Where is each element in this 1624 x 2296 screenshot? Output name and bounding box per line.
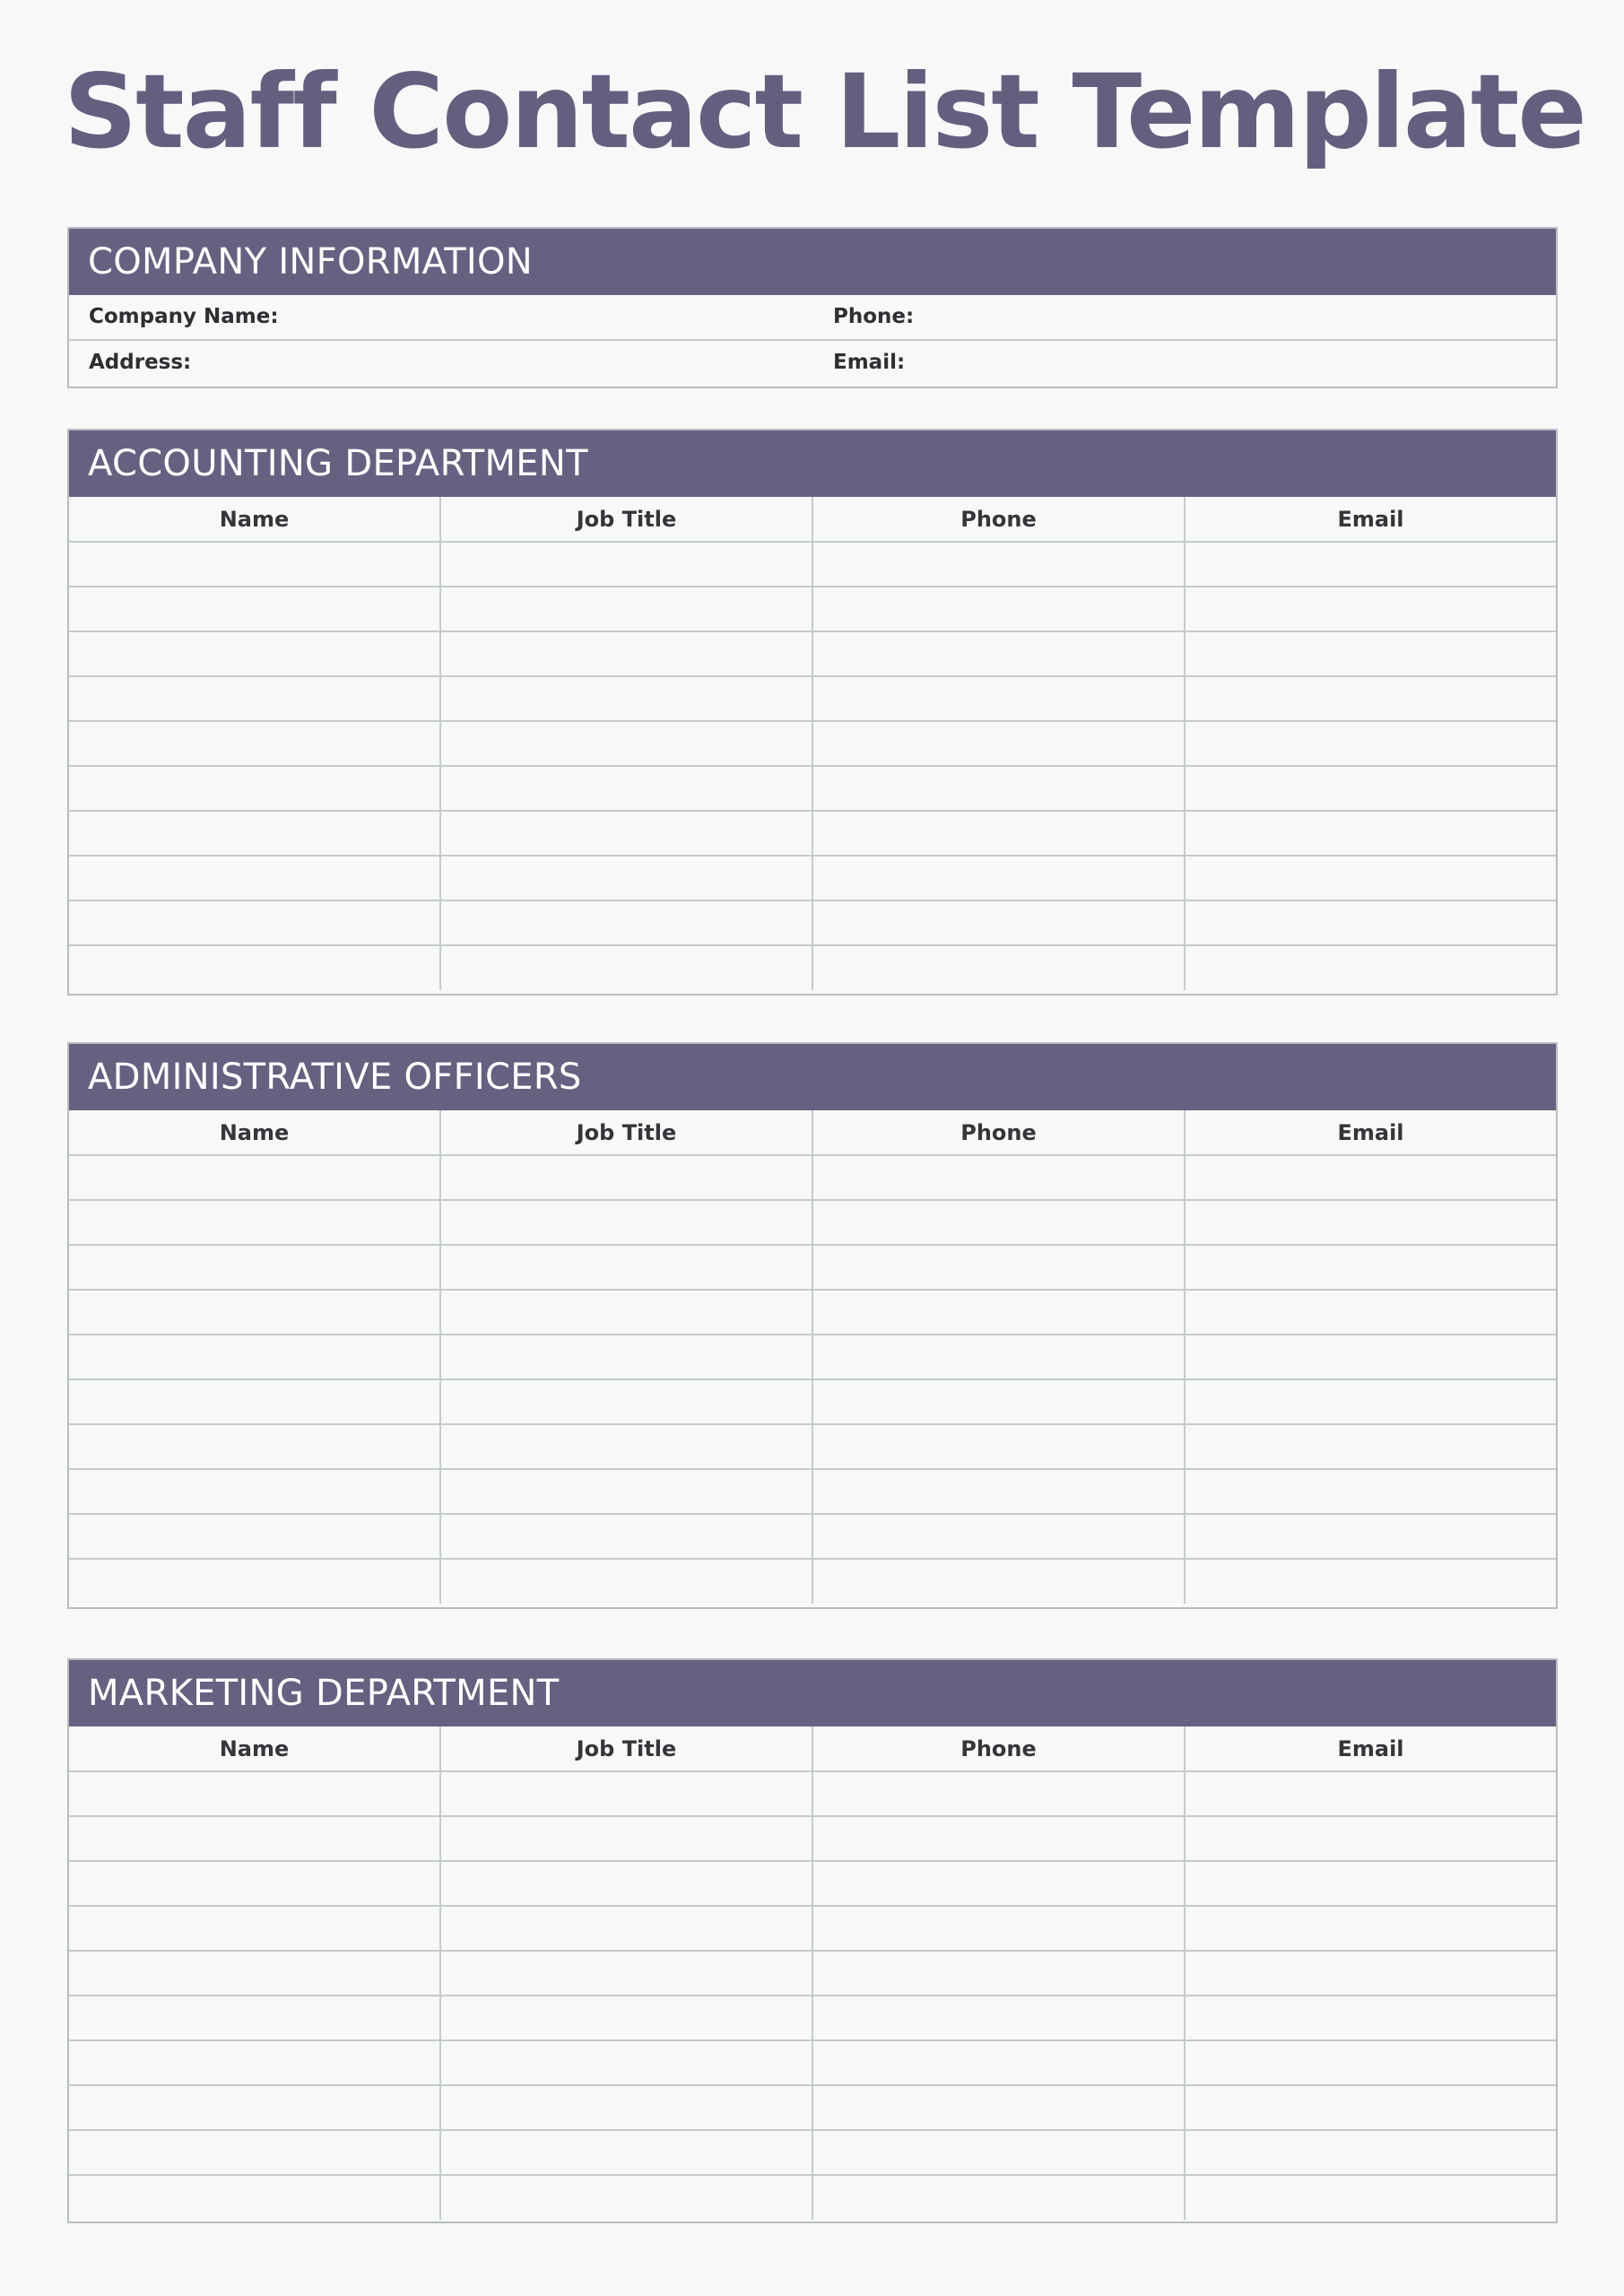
cell-phone[interactable] — [812, 2040, 1185, 2085]
cell-job-title[interactable] — [440, 1200, 812, 1245]
cell-email[interactable] — [1185, 2130, 1556, 2175]
table-row — [69, 1469, 1556, 1514]
table-row — [69, 2175, 1556, 2220]
column-header-email: Email — [1185, 1110, 1556, 1155]
cell-name[interactable] — [69, 856, 440, 900]
cell-phone[interactable] — [812, 945, 1185, 990]
info-row-address-email — [69, 339, 1556, 383]
table-row — [69, 1245, 1556, 1290]
cell-job-title[interactable] — [440, 1290, 812, 1335]
cell-job-title[interactable] — [440, 587, 812, 631]
cell-name[interactable] — [69, 900, 440, 945]
table-row — [69, 766, 1556, 811]
cell-phone[interactable] — [812, 1245, 1185, 1290]
cell-email[interactable] — [1185, 1290, 1556, 1335]
cell-job-title[interactable] — [440, 1951, 812, 1996]
administrative-officers-section — [67, 1042, 1558, 1609]
cell-email[interactable] — [1185, 1996, 1556, 2040]
cell-name[interactable] — [69, 2130, 440, 2175]
cell-email[interactable] — [1185, 1514, 1556, 1559]
contact-table — [69, 1110, 1556, 1604]
cell-job-title[interactable] — [440, 900, 812, 945]
cell-email[interactable] — [1185, 1245, 1556, 1290]
table-row — [69, 900, 1556, 945]
cell-job-title[interactable] — [440, 1379, 812, 1424]
table-row — [69, 1424, 1556, 1469]
cell-name[interactable] — [69, 1816, 440, 1861]
cell-job-title[interactable] — [440, 1906, 812, 1951]
cell-phone[interactable] — [812, 1906, 1185, 1951]
cell-name[interactable] — [69, 1951, 440, 1996]
cell-name[interactable] — [69, 1379, 440, 1424]
cell-name[interactable] — [69, 766, 440, 811]
table-row — [69, 587, 1556, 631]
cell-name[interactable] — [69, 1469, 440, 1514]
cell-job-title[interactable] — [440, 542, 812, 587]
company-name-field[interactable]: Company Name: — [89, 305, 279, 328]
contact-table — [69, 497, 1556, 990]
cell-job-title[interactable] — [440, 1155, 812, 1200]
cell-phone[interactable] — [812, 2085, 1185, 2130]
cell-email[interactable] — [1185, 1379, 1556, 1424]
cell-name[interactable] — [69, 1996, 440, 2040]
page-title: Staff Contact List Template — [64, 52, 1585, 171]
cell-email[interactable] — [1185, 1469, 1556, 1514]
cell-name[interactable] — [69, 811, 440, 856]
cell-job-title[interactable] — [440, 1424, 812, 1469]
column-header-phone: Phone — [812, 1110, 1185, 1155]
table-row — [69, 1379, 1556, 1424]
cell-email[interactable] — [1185, 676, 1556, 721]
cell-phone[interactable] — [812, 1951, 1185, 1996]
cell-job-title[interactable] — [440, 2040, 812, 2085]
cell-phone[interactable] — [812, 900, 1185, 945]
cell-name[interactable] — [69, 1861, 440, 1906]
section-heading: ACCOUNTING DEPARTMENT — [69, 430, 1556, 497]
cell-email[interactable] — [1185, 1200, 1556, 1245]
column-header-job-title: Job Title — [440, 1110, 812, 1155]
cell-name[interactable] — [69, 1771, 440, 1816]
column-header-name: Name — [219, 1119, 290, 1145]
cell-email[interactable] — [1185, 721, 1556, 766]
cell-phone[interactable] — [812, 811, 1185, 856]
cell-name[interactable] — [69, 721, 440, 766]
cell-name[interactable] — [69, 1514, 440, 1559]
table-body — [69, 1155, 1556, 1604]
cell-email[interactable] — [1185, 1424, 1556, 1469]
cell-phone[interactable] — [812, 721, 1185, 766]
cell-phone[interactable] — [812, 2130, 1185, 2175]
cell-email[interactable] — [1185, 1861, 1556, 1906]
column-header-phone: Phone — [812, 1726, 1185, 1771]
cell-phone[interactable] — [812, 1514, 1185, 1559]
table-row — [69, 1771, 1556, 1816]
table-row — [69, 1155, 1556, 1200]
cell-email[interactable] — [1185, 1816, 1556, 1861]
cell-email[interactable] — [1185, 811, 1556, 856]
cell-phone[interactable] — [812, 1469, 1185, 1514]
cell-name[interactable] — [69, 945, 440, 990]
cell-job-title[interactable] — [440, 1771, 812, 1816]
info-row-company-phone — [69, 295, 1556, 339]
table-row — [69, 856, 1556, 900]
column-header-phone: Phone — [812, 497, 1185, 542]
cell-job-title[interactable] — [440, 721, 812, 766]
table-header-row — [69, 1726, 1556, 1771]
cell-job-title[interactable] — [440, 631, 812, 676]
cell-phone[interactable] — [812, 587, 1185, 631]
cell-name[interactable] — [69, 2175, 440, 2220]
cell-job-title[interactable] — [440, 1559, 812, 1604]
email-field[interactable]: Email: — [833, 351, 906, 374]
address-field[interactable]: Address: — [89, 351, 192, 374]
table-row — [69, 631, 1556, 676]
table-row — [69, 2040, 1556, 2085]
table-row — [69, 2085, 1556, 2130]
cell-job-title[interactable] — [440, 1861, 812, 1906]
cell-job-title[interactable] — [440, 1816, 812, 1861]
table-row — [69, 945, 1556, 990]
cell-phone[interactable] — [812, 1816, 1185, 1861]
cell-phone[interactable] — [812, 542, 1185, 587]
cell-job-title[interactable] — [440, 1469, 812, 1514]
cell-name[interactable] — [69, 2085, 440, 2130]
table-row — [69, 542, 1556, 587]
table-body — [69, 1771, 1556, 2220]
cell-job-title[interactable] — [440, 766, 812, 811]
cell-phone[interactable] — [812, 1335, 1185, 1379]
cell-phone[interactable] — [812, 631, 1185, 676]
cell-phone[interactable] — [812, 1424, 1185, 1469]
table-row — [69, 1951, 1556, 1996]
cell-name[interactable] — [69, 1200, 440, 1245]
cell-name[interactable] — [69, 1335, 440, 1379]
column-header-email: Email — [1185, 497, 1556, 542]
column-header-job-title: Job Title — [440, 1726, 812, 1771]
cell-job-title[interactable] — [440, 2130, 812, 2175]
cell-email[interactable] — [1185, 1906, 1556, 1951]
cell-job-title[interactable] — [440, 676, 812, 721]
table-row — [69, 811, 1556, 856]
cell-email[interactable] — [1185, 1559, 1556, 1604]
table-row — [69, 1290, 1556, 1335]
cell-email[interactable] — [1185, 900, 1556, 945]
cell-email[interactable] — [1185, 1335, 1556, 1379]
cell-job-title[interactable] — [440, 1335, 812, 1379]
cell-email[interactable] — [1185, 2085, 1556, 2130]
cell-name[interactable] — [69, 1424, 440, 1469]
cell-job-title[interactable] — [440, 1514, 812, 1559]
cell-email[interactable] — [1185, 766, 1556, 811]
cell-email[interactable] — [1185, 2175, 1556, 2220]
table-body — [69, 542, 1556, 990]
cell-phone[interactable] — [812, 2175, 1185, 2220]
cell-name[interactable] — [69, 1155, 440, 1200]
cell-job-title[interactable] — [440, 945, 812, 990]
contact-table — [69, 1726, 1556, 2220]
cell-job-title[interactable] — [440, 2175, 812, 2220]
cell-phone[interactable] — [812, 766, 1185, 811]
accounting-department-section — [67, 429, 1558, 996]
cell-email[interactable] — [1185, 1155, 1556, 1200]
cell-name[interactable] — [69, 1245, 440, 1290]
table-row — [69, 1906, 1556, 1951]
cell-job-title[interactable] — [440, 811, 812, 856]
cell-phone[interactable] — [812, 1200, 1185, 1245]
cell-phone[interactable] — [812, 1771, 1185, 1816]
cell-email[interactable] — [1185, 1771, 1556, 1816]
cell-email[interactable] — [1185, 542, 1556, 587]
table-header-row — [69, 497, 1556, 542]
cell-name[interactable] — [69, 587, 440, 631]
cell-phone[interactable] — [812, 856, 1185, 900]
cell-email[interactable] — [1185, 2040, 1556, 2085]
table-row — [69, 1514, 1556, 1559]
cell-job-title[interactable] — [440, 856, 812, 900]
column-header-job-title: Job Title — [440, 497, 812, 542]
section-heading: MARKETING DEPARTMENT — [69, 1660, 1556, 1726]
cell-phone[interactable] — [812, 1155, 1185, 1200]
column-header-name: Name — [219, 1735, 290, 1761]
cell-phone[interactable] — [812, 1996, 1185, 2040]
cell-name[interactable] — [69, 676, 440, 721]
table-row — [69, 1335, 1556, 1379]
cell-job-title[interactable] — [440, 1996, 812, 2040]
cell-phone[interactable] — [812, 1379, 1185, 1424]
cell-email[interactable] — [1185, 945, 1556, 990]
table-row — [69, 721, 1556, 766]
cell-email[interactable] — [1185, 856, 1556, 900]
cell-name[interactable] — [69, 631, 440, 676]
table-row — [69, 1861, 1556, 1906]
cell-job-title[interactable] — [440, 2085, 812, 2130]
table-row — [69, 1559, 1556, 1604]
cell-name[interactable] — [69, 542, 440, 587]
table-row — [69, 1996, 1556, 2040]
cell-phone[interactable] — [812, 1290, 1185, 1335]
cell-phone[interactable] — [812, 1559, 1185, 1604]
phone-field[interactable]: Phone: — [833, 305, 915, 328]
table-header-row — [69, 1110, 1556, 1155]
cell-email[interactable] — [1185, 1951, 1556, 1996]
section-heading: ADMINISTRATIVE OFFICERS — [69, 1044, 1556, 1110]
company-information-section — [67, 227, 1558, 388]
table-row — [69, 1816, 1556, 1861]
cell-name[interactable] — [69, 1559, 440, 1604]
section-heading: COMPANY INFORMATION — [69, 229, 1556, 295]
column-header-name: Name — [219, 506, 290, 532]
cell-phone[interactable] — [812, 676, 1185, 721]
cell-name[interactable] — [69, 2040, 440, 2085]
cell-email[interactable] — [1185, 587, 1556, 631]
table-row — [69, 676, 1556, 721]
cell-job-title[interactable] — [440, 1245, 812, 1290]
table-row — [69, 1200, 1556, 1245]
column-header-email: Email — [1185, 1726, 1556, 1771]
marketing-department-section — [67, 1658, 1558, 2223]
cell-name[interactable] — [69, 1290, 440, 1335]
cell-name[interactable] — [69, 1906, 440, 1951]
cell-phone[interactable] — [812, 1861, 1185, 1906]
cell-email[interactable] — [1185, 631, 1556, 676]
table-row — [69, 2130, 1556, 2175]
